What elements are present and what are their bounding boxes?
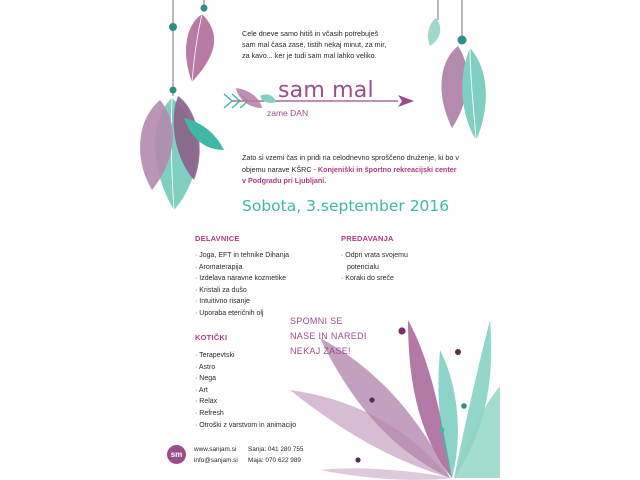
- website-link[interactable]: www.sanjam.si: [194, 446, 237, 453]
- feather-decorations: [140, 0, 500, 480]
- lectures-heading: PREDAVANJA: [341, 234, 394, 243]
- event-title: sam mal: [278, 78, 374, 103]
- sm-logo: sm: [167, 445, 186, 464]
- phone-maja: Maja: 070 622 989: [248, 457, 301, 464]
- workshops-heading: DELAVNICE: [195, 234, 240, 243]
- intro-line: za kavo... ker je tudi sam mal lahko veliko.: [242, 51, 377, 60]
- intro-line: sam mal časa zase, tistih nekaj minut, za mir,: [242, 40, 387, 49]
- venue-highlight: Konjeniški in športno rekreacijski center v Podgradu pri Ljubljani.: [242, 164, 457, 185]
- list-item: · Art: [195, 386, 208, 394]
- list-item: · Aromaterapija: [195, 263, 243, 271]
- phone-sanja: Sanja: 041 280 755: [248, 446, 304, 453]
- list-item: · Refresh: [195, 409, 224, 417]
- event-subtitle: zame DAN: [267, 108, 309, 118]
- description-paragraph: [242, 152, 462, 187]
- corners-list: [195, 350, 296, 431]
- list-item: · Otroški z varstvom in animacijo: [195, 421, 297, 429]
- contact-phones: [248, 444, 303, 466]
- top-left-feather-icon: [169, 0, 214, 82]
- slogan-line: NEKAJ ZASE!: [290, 346, 351, 356]
- list-item: · Kristali za dušo: [195, 286, 247, 294]
- left-feather-cluster-icon: [140, 68, 224, 210]
- intro-text: [242, 28, 412, 61]
- slogan-line: NASE IN NAREDI: [290, 331, 367, 341]
- list-item: · Intuitivno risanje: [195, 298, 250, 306]
- list-item: · Izdelava naravne kozmetike: [195, 275, 287, 283]
- lectures-list: [341, 250, 408, 285]
- contact-web-email: [194, 444, 238, 466]
- flyer: [140, 0, 500, 480]
- workshops-list: [195, 250, 289, 320]
- corners-heading: KOTIČKI: [195, 333, 228, 342]
- list-item: · Koraki do sreče: [341, 275, 394, 283]
- list-item: · Joga, EFT in tehnike Dihanja: [195, 252, 290, 259]
- description-text: Zato si vzemi čas in pridi na celodnevno sproščeno druženje, ki bo v objemu narave KŠRC -: [242, 153, 459, 174]
- event-date: Sobota, 3.september 2016: [242, 197, 450, 215]
- slogan: [290, 314, 367, 359]
- list-item: · Relax: [195, 398, 218, 406]
- intro-line: Cele dneve samo hitiš in včasih potrebuješ: [242, 29, 379, 38]
- list-item: potencialu: [347, 263, 379, 271]
- list-item: · Uporaba eteričnih olj: [195, 309, 264, 317]
- list-item: · Odpri vrata svojemu: [341, 252, 408, 259]
- email-link[interactable]: info@sanjam.si: [194, 457, 238, 464]
- top-right-feathers-icon: [428, 0, 486, 140]
- list-item: · Terapevtski: [195, 352, 235, 359]
- list-item: · Astro: [195, 363, 216, 371]
- slogan-line: SPOMNI SE: [290, 316, 343, 326]
- list-item: · Nega: [195, 375, 217, 383]
